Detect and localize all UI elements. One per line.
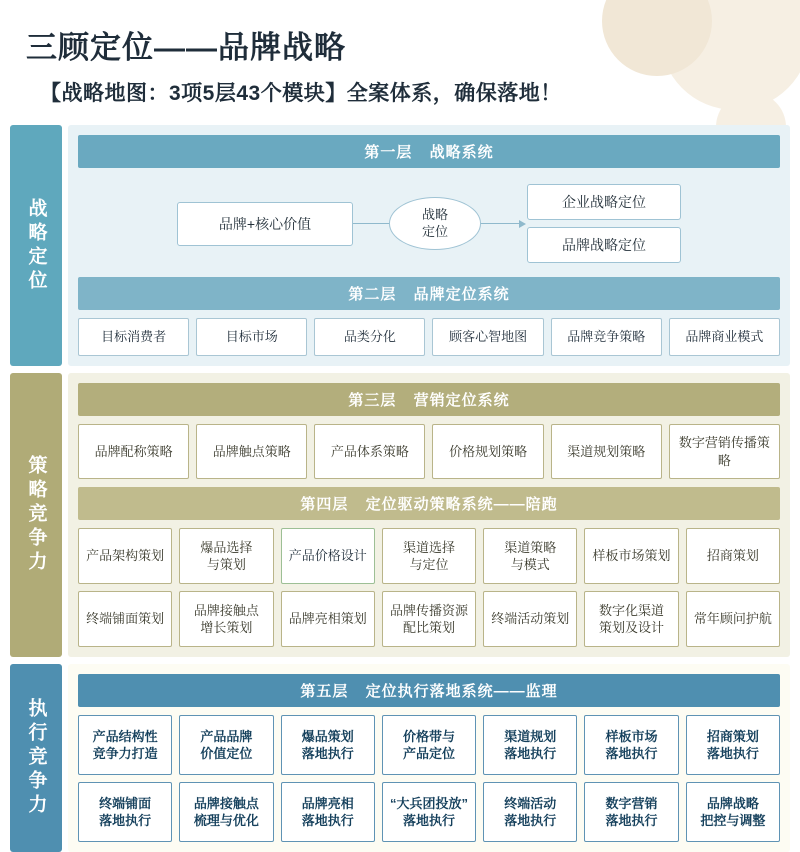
page-subtitle: 【战略地图：3项5层43个模块】全案体系，确保落地！ — [40, 82, 562, 105]
layer-2-name: 品牌定位系统 — [413, 286, 510, 303]
section-exec-label-text: 执行竞争力 — [25, 698, 47, 819]
module-cell: 品牌商业模式 — [669, 318, 780, 356]
module-cell: “大兵团投放” 落地执行 — [382, 782, 476, 842]
module-cell: 终端铺面 落地执行 — [78, 782, 172, 842]
layer-4-bar — [78, 487, 780, 520]
module-cell: 价格带与 产品定位 — [382, 715, 476, 775]
flow-output-2: 品牌战略定位 — [527, 227, 681, 263]
page-header — [0, 0, 800, 107]
flow-input: 品牌+核心价值 — [177, 202, 353, 246]
layer-4-level: 第四层 — [300, 496, 349, 514]
module-cell: 品类分化 — [314, 318, 425, 356]
module-cell: 样板市场 落地执行 — [584, 715, 678, 775]
module-cell: 招商策划 落地执行 — [686, 715, 780, 775]
layer-1-name: 战略系统 — [429, 144, 494, 161]
layer-2-bar — [78, 277, 780, 310]
section-strategy-label-text: 战略定位 — [25, 197, 47, 294]
module-cell: 品牌接触点 增长策划 — [179, 591, 273, 647]
module-cell: 产品架构策划 — [78, 528, 172, 584]
section-tactic-label-text: 策略竞争力 — [25, 455, 47, 576]
section-strategy — [10, 125, 790, 366]
flow-hub: 战略 定位 — [389, 197, 481, 250]
module-cell: 产品价格设计 — [281, 528, 375, 584]
layer-1-level: 第一层 — [364, 144, 413, 161]
module-cell: 品牌触点策略 — [196, 424, 307, 479]
layer-1-bar — [78, 135, 780, 168]
module-cell: 价格规划策略 — [432, 424, 543, 479]
layer-4-row-1 — [78, 528, 780, 584]
module-cell: 招商策划 — [686, 528, 780, 584]
module-cell: 目标市场 — [196, 318, 307, 356]
layer-5-level: 第五层 — [300, 683, 349, 701]
layer-5-name: 定位执行落地系统——监理 — [365, 683, 558, 701]
flow-connector-2 — [481, 220, 527, 228]
module-cell: 产品体系策略 — [314, 424, 425, 479]
layer-3-bar — [78, 383, 780, 416]
layer-5-bar — [78, 674, 780, 707]
module-cell: 数字化渠道 策划及设计 — [584, 591, 678, 647]
module-cell: 爆品策划 落地执行 — [281, 715, 375, 775]
module-cell: 品牌亮相 落地执行 — [281, 782, 375, 842]
module-cell: 爆品选择 与策划 — [179, 528, 273, 584]
module-cell: 渠道规划策略 — [551, 424, 662, 479]
section-tactic — [10, 373, 790, 657]
module-cell: 常年顾问护航 — [686, 591, 780, 647]
module-cell: 目标消费者 — [78, 318, 189, 356]
arrow-icon — [519, 220, 526, 228]
page-title: 三顾定位——品牌战略 — [26, 30, 346, 65]
section-exec — [10, 664, 790, 852]
layer-5-row-2 — [78, 782, 780, 842]
strategy-flow — [78, 168, 780, 277]
module-cell: 终端铺面策划 — [78, 591, 172, 647]
layer-5-row-1 — [78, 715, 780, 775]
layer-3-level: 第三层 — [348, 392, 397, 409]
module-cell: 渠道选择 与定位 — [382, 528, 476, 584]
module-cell: 品牌配称策略 — [78, 424, 189, 479]
layer-2-modules — [78, 318, 780, 356]
module-cell: 终端活动 落地执行 — [483, 782, 577, 842]
module-cell: 顾客心智地图 — [432, 318, 543, 356]
module-cell: 渠道策略 与模式 — [483, 528, 577, 584]
section-exec-label — [10, 664, 62, 852]
module-cell: 品牌传播资源 配比策划 — [382, 591, 476, 647]
module-cell: 渠道规划 落地执行 — [483, 715, 577, 775]
layer-3-modules — [78, 424, 780, 479]
flow-outputs — [527, 184, 681, 263]
strategy-map — [0, 125, 800, 852]
module-cell: 品牌竞争策略 — [551, 318, 662, 356]
flow-connector-1 — [353, 223, 389, 224]
module-cell: 数字营销传播策略 — [669, 424, 780, 479]
module-cell: 产品品牌 价值定位 — [179, 715, 273, 775]
module-cell: 品牌接触点 梳理与优化 — [179, 782, 273, 842]
section-tactic-label — [10, 373, 62, 657]
section-strategy-label — [10, 125, 62, 366]
module-cell: 数字营销 落地执行 — [584, 782, 678, 842]
layer-4-row-2 — [78, 591, 780, 647]
module-cell: 产品结构性 竞争力打造 — [78, 715, 172, 775]
module-cell: 样板市场策划 — [584, 528, 678, 584]
layer-2-level: 第二层 — [348, 286, 397, 303]
flow-output-1: 企业战略定位 — [527, 184, 681, 220]
layer-3-name: 营销定位系统 — [413, 392, 510, 409]
module-cell: 品牌战略 把控与调整 — [686, 782, 780, 842]
module-cell: 品牌亮相策划 — [281, 591, 375, 647]
layer-4-name: 定位驱动策略系统——陪跑 — [365, 496, 558, 514]
module-cell: 终端活动策划 — [483, 591, 577, 647]
